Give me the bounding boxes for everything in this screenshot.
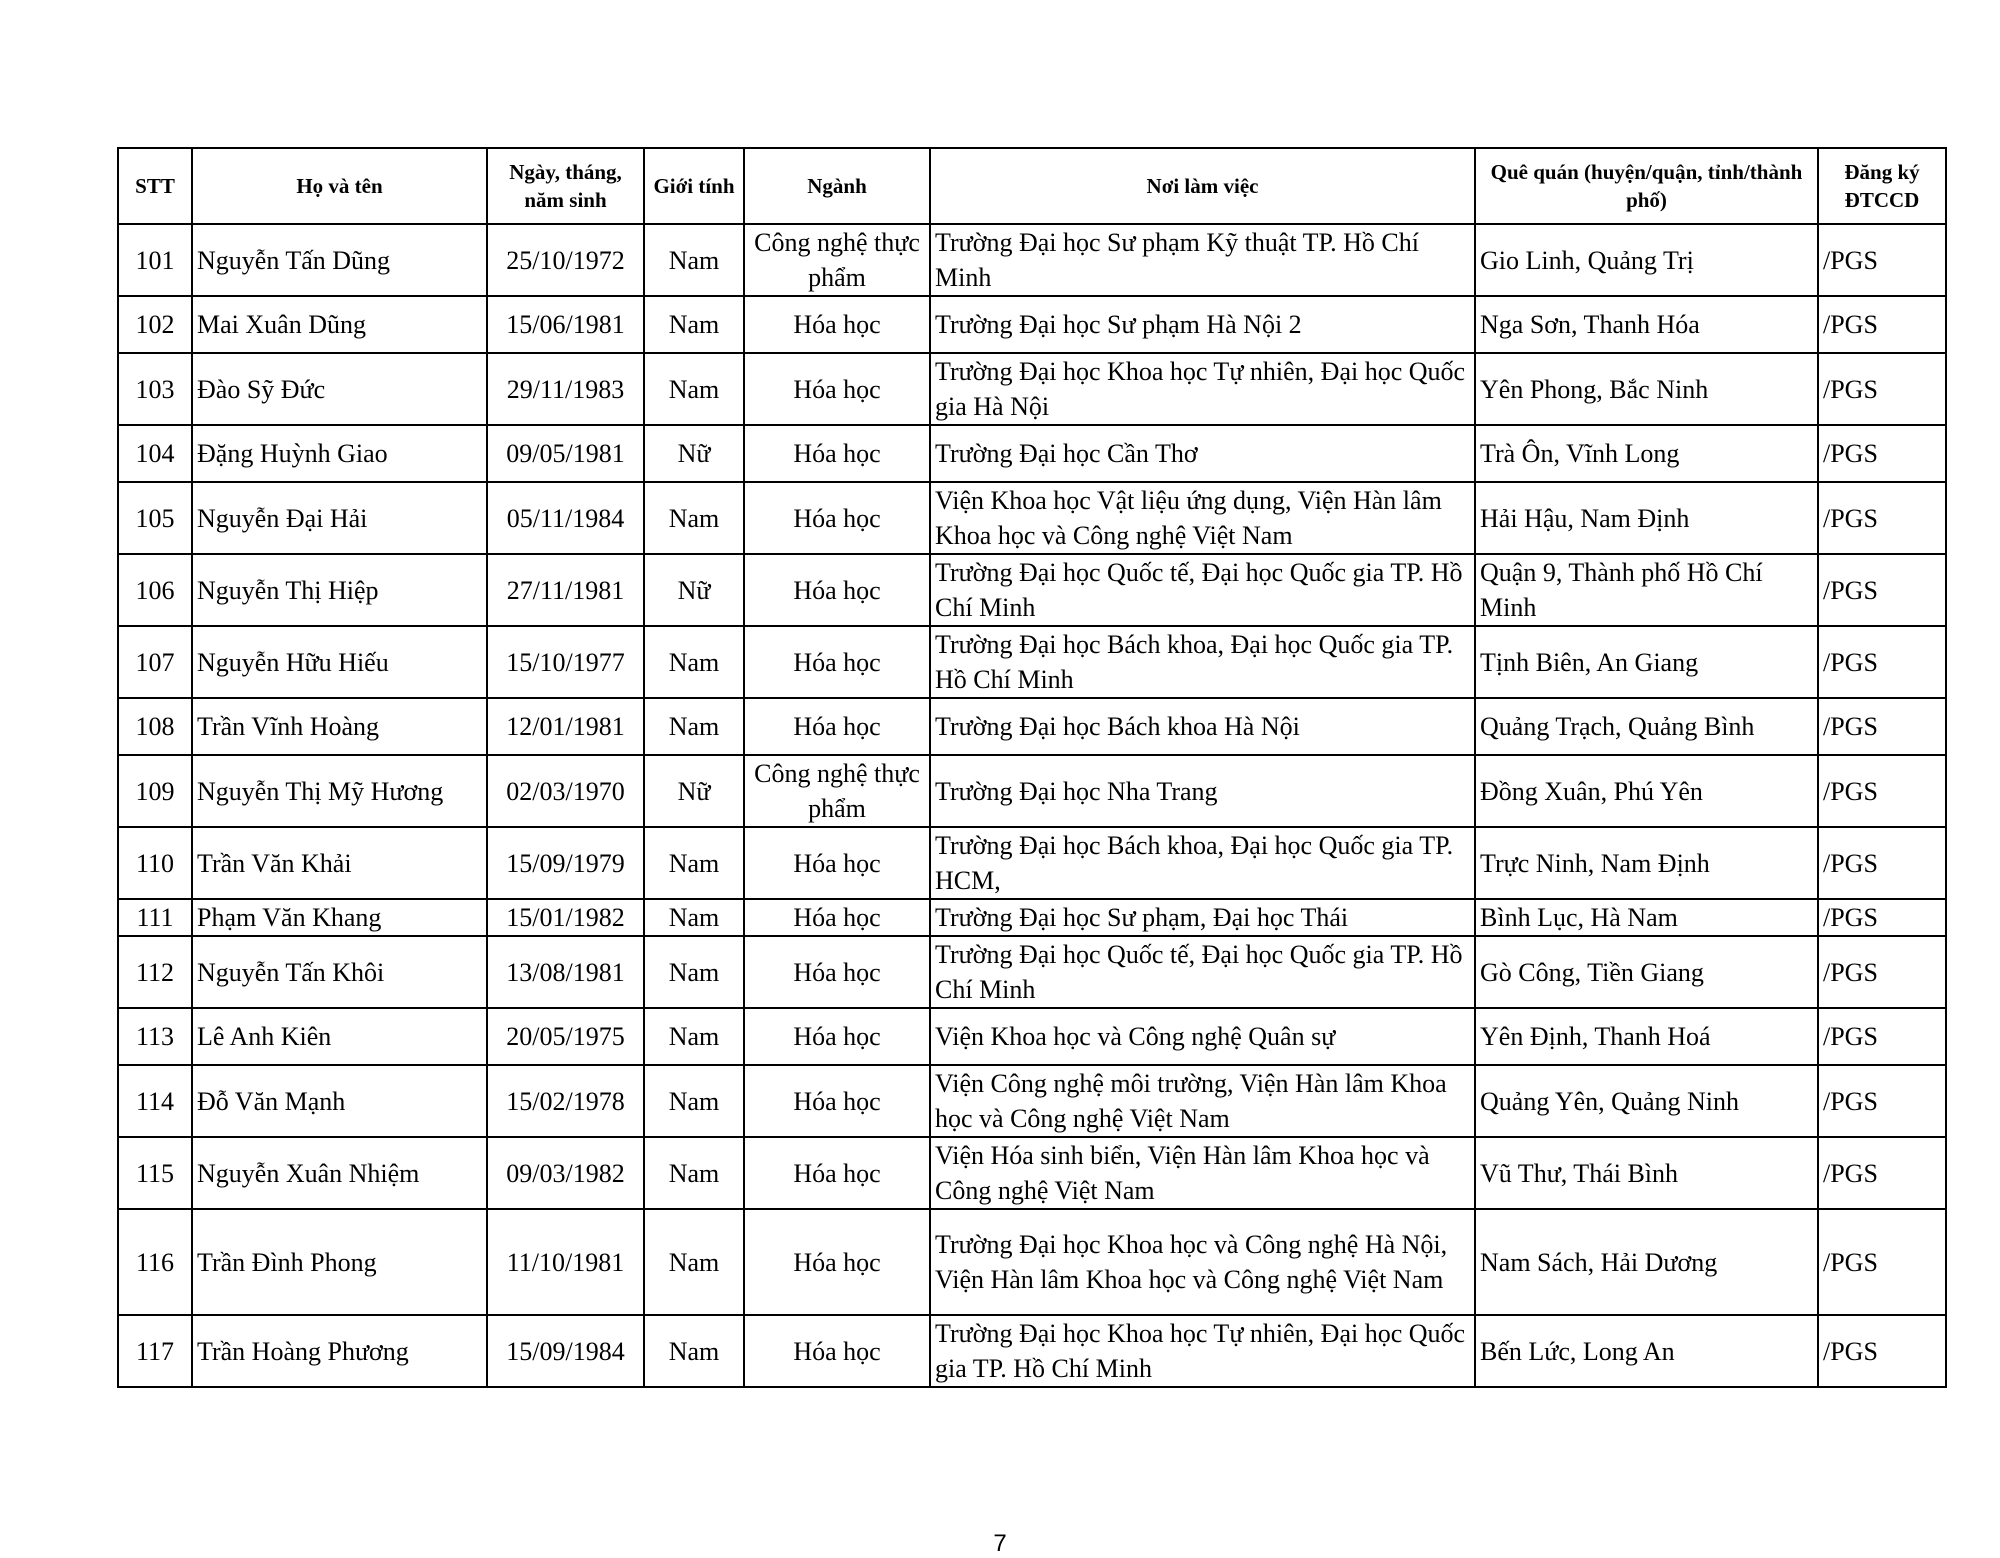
cell-field: Hóa học xyxy=(744,482,930,554)
cell-gender: Nam xyxy=(644,224,744,296)
cell-gender: Nam xyxy=(644,1065,744,1137)
cell-name: Nguyễn Thị Hiệp xyxy=(192,554,487,626)
cell-registration: /PGS xyxy=(1818,755,1946,827)
col-header-gender: Giới tính xyxy=(644,148,744,224)
cell-dob: 20/05/1975 xyxy=(487,1008,644,1065)
cell-gender: Nam xyxy=(644,296,744,353)
cell-workplace: Trường Đại học Sư phạm Kỹ thuật TP. Hồ Chí Minh xyxy=(930,224,1475,296)
cell-registration: /PGS xyxy=(1818,554,1946,626)
cell-dob: 15/06/1981 xyxy=(487,296,644,353)
table-row xyxy=(118,899,1946,936)
cell-registration: /PGS xyxy=(1818,296,1946,353)
cell-dob: 09/03/1982 xyxy=(487,1137,644,1209)
table-row xyxy=(118,425,1946,482)
cell-gender: Nam xyxy=(644,626,744,698)
cell-name: Nguyễn Tấn Dũng xyxy=(192,224,487,296)
cell-hometown: Quảng Trạch, Quảng Bình xyxy=(1475,698,1818,755)
cell-name: Nguyễn Tấn Khôi xyxy=(192,936,487,1008)
table-row xyxy=(118,554,1946,626)
cell-workplace: Viện Hóa sinh biển, Viện Hàn lâm Khoa học và Công nghệ Việt Nam xyxy=(930,1137,1475,1209)
cell-gender: Nam xyxy=(644,1315,744,1387)
cell-workplace: Viện Khoa học Vật liệu ứng dụng, Viện Hàn lâm Khoa học và Công nghệ Việt Nam xyxy=(930,482,1475,554)
cell-registration: /PGS xyxy=(1818,353,1946,425)
cell-name: Trần Đình Phong xyxy=(192,1209,487,1315)
cell-field: Hóa học xyxy=(744,626,930,698)
cell-workplace: Trường Đại học Cần Thơ xyxy=(930,425,1475,482)
cell-stt: 116 xyxy=(118,1209,192,1315)
cell-registration: /PGS xyxy=(1818,626,1946,698)
cell-stt: 109 xyxy=(118,755,192,827)
cell-name: Trần Hoàng Phương xyxy=(192,1315,487,1387)
cell-hometown: Gò Công, Tiền Giang xyxy=(1475,936,1818,1008)
cell-workplace: Trường Đại học Khoa học Tự nhiên, Đại học Quốc gia Hà Nội xyxy=(930,353,1475,425)
cell-name: Đỗ Văn Mạnh xyxy=(192,1065,487,1137)
cell-workplace: Viện Công nghệ môi trường, Viện Hàn lâm Khoa học và Công nghệ Việt Nam xyxy=(930,1065,1475,1137)
cell-name: Phạm Văn Khang xyxy=(192,899,487,936)
cell-field: Hóa học xyxy=(744,698,930,755)
cell-hometown: Bến Lức, Long An xyxy=(1475,1315,1818,1387)
cell-hometown: Nga Sơn, Thanh Hóa xyxy=(1475,296,1818,353)
cell-workplace: Trường Đại học Bách khoa, Đại học Quốc gia TP. Hồ Chí Minh xyxy=(930,626,1475,698)
table-row xyxy=(118,698,1946,755)
cell-name: Đào Sỹ Đức xyxy=(192,353,487,425)
cell-stt: 102 xyxy=(118,296,192,353)
cell-stt: 110 xyxy=(118,827,192,899)
cell-gender: Nam xyxy=(644,1008,744,1065)
cell-hometown: Bình Lục, Hà Nam xyxy=(1475,899,1818,936)
cell-hometown: Quận 9, Thành phố Hồ Chí Minh xyxy=(1475,554,1818,626)
cell-gender: Nam xyxy=(644,698,744,755)
table-row xyxy=(118,1137,1946,1209)
cell-registration: /PGS xyxy=(1818,1315,1946,1387)
cell-field: Hóa học xyxy=(744,1315,930,1387)
cell-dob: 25/10/1972 xyxy=(487,224,644,296)
cell-workplace: Trường Đại học Bách khoa Hà Nội xyxy=(930,698,1475,755)
table-header-row xyxy=(118,148,1946,224)
cell-field: Hóa học xyxy=(744,1008,930,1065)
cell-dob: 11/10/1981 xyxy=(487,1209,644,1315)
cell-stt: 114 xyxy=(118,1065,192,1137)
col-header-workplace: Nơi làm việc xyxy=(930,148,1475,224)
col-header-stt: STT xyxy=(118,148,192,224)
col-header-hometown: Quê quán (huyện/quận, tỉnh/thành phố) xyxy=(1475,148,1818,224)
cell-gender: Nữ xyxy=(644,425,744,482)
cell-name: Lê Anh Kiên xyxy=(192,1008,487,1065)
cell-stt: 101 xyxy=(118,224,192,296)
cell-field: Hóa học xyxy=(744,1137,930,1209)
cell-hometown: Yên Định, Thanh Hoá xyxy=(1475,1008,1818,1065)
cell-hometown: Đồng Xuân, Phú Yên xyxy=(1475,755,1818,827)
cell-field: Hóa học xyxy=(744,425,930,482)
cell-dob: 15/09/1984 xyxy=(487,1315,644,1387)
cell-dob: 27/11/1981 xyxy=(487,554,644,626)
cell-name: Mai Xuân Dũng xyxy=(192,296,487,353)
table-row xyxy=(118,482,1946,554)
cell-field: Hóa học xyxy=(744,827,930,899)
table-row xyxy=(118,1315,1946,1387)
table-row xyxy=(118,353,1946,425)
cell-hometown: Hải Hậu, Nam Định xyxy=(1475,482,1818,554)
cell-workplace: Trường Đại học Quốc tế, Đại học Quốc gia TP. Hồ Chí Minh xyxy=(930,554,1475,626)
cell-field: Hóa học xyxy=(744,899,930,936)
cell-stt: 111 xyxy=(118,899,192,936)
cell-field: Hóa học xyxy=(744,936,930,1008)
cell-stt: 107 xyxy=(118,626,192,698)
table-row xyxy=(118,296,1946,353)
cell-hometown: Yên Phong, Bắc Ninh xyxy=(1475,353,1818,425)
table-row xyxy=(118,755,1946,827)
cell-hometown: Nam Sách, Hải Dương xyxy=(1475,1209,1818,1315)
cell-registration: /PGS xyxy=(1818,224,1946,296)
cell-gender: Nam xyxy=(644,1209,744,1315)
table-row xyxy=(118,936,1946,1008)
cell-field: Hóa học xyxy=(744,296,930,353)
cell-hometown: Gio Linh, Quảng Trị xyxy=(1475,224,1818,296)
cell-hometown: Quảng Yên, Quảng Ninh xyxy=(1475,1065,1818,1137)
cell-registration: /PGS xyxy=(1818,936,1946,1008)
table-row xyxy=(118,224,1946,296)
cell-hometown: Tịnh Biên, An Giang xyxy=(1475,626,1818,698)
cell-stt: 117 xyxy=(118,1315,192,1387)
cell-field: Hóa học xyxy=(744,1065,930,1137)
cell-registration: /PGS xyxy=(1818,1065,1946,1137)
cell-stt: 106 xyxy=(118,554,192,626)
cell-dob: 15/10/1977 xyxy=(487,626,644,698)
cell-stt: 105 xyxy=(118,482,192,554)
cell-dob: 15/09/1979 xyxy=(487,827,644,899)
cell-field: Công nghệ thực phẩm xyxy=(744,755,930,827)
cell-gender: Nam xyxy=(644,353,744,425)
table-body xyxy=(118,224,1946,1387)
cell-gender: Nữ xyxy=(644,554,744,626)
cell-workplace: Trường Đại học Quốc tế, Đại học Quốc gia TP. Hồ Chí Minh xyxy=(930,936,1475,1008)
col-header-field: Ngành xyxy=(744,148,930,224)
cell-workplace: Trường Đại học Sư phạm Hà Nội 2 xyxy=(930,296,1475,353)
cell-registration: /PGS xyxy=(1818,698,1946,755)
table-row xyxy=(118,1065,1946,1137)
cell-name: Nguyễn Thị Mỹ Hương xyxy=(192,755,487,827)
cell-name: Đặng Huỳnh Giao xyxy=(192,425,487,482)
cell-registration: /PGS xyxy=(1818,1137,1946,1209)
cell-stt: 103 xyxy=(118,353,192,425)
cell-gender: Nam xyxy=(644,936,744,1008)
table-row xyxy=(118,1008,1946,1065)
cell-field: Hóa học xyxy=(744,554,930,626)
cell-registration: /PGS xyxy=(1818,425,1946,482)
cell-field: Hóa học xyxy=(744,1209,930,1315)
cell-registration: /PGS xyxy=(1818,827,1946,899)
cell-registration: /PGS xyxy=(1818,1209,1946,1315)
cell-workplace: Trường Đại học Bách khoa, Đại học Quốc gia TP. HCM, xyxy=(930,827,1475,899)
cell-dob: 05/11/1984 xyxy=(487,482,644,554)
cell-dob: 29/11/1983 xyxy=(487,353,644,425)
cell-dob: 12/01/1981 xyxy=(487,698,644,755)
cell-stt: 115 xyxy=(118,1137,192,1209)
page-number: 7 xyxy=(993,1530,1007,1557)
cell-workplace: Trường Đại học Khoa học và Công nghệ Hà Nội, Viện Hàn lâm Khoa học và Công nghệ Việt Nam xyxy=(930,1209,1475,1315)
col-header-name: Họ và tên xyxy=(192,148,487,224)
cell-name: Trần Văn Khải xyxy=(192,827,487,899)
cell-dob: 09/05/1981 xyxy=(487,425,644,482)
cell-stt: 104 xyxy=(118,425,192,482)
cell-dob: 15/02/1978 xyxy=(487,1065,644,1137)
cell-name: Nguyễn Đại Hải xyxy=(192,482,487,554)
cell-gender: Nam xyxy=(644,1137,744,1209)
cell-stt: 113 xyxy=(118,1008,192,1065)
col-header-dob: Ngày, tháng, năm sinh xyxy=(487,148,644,224)
table-row xyxy=(118,626,1946,698)
cell-dob: 15/01/1982 xyxy=(487,899,644,936)
cell-name: Nguyễn Xuân Nhiệm xyxy=(192,1137,487,1209)
col-header-registration: Đăng ký ĐTCCD xyxy=(1818,148,1946,224)
cell-registration: /PGS xyxy=(1818,482,1946,554)
table-row xyxy=(118,827,1946,899)
cell-workplace: Trường Đại học Khoa học Tự nhiên, Đại học Quốc gia TP. Hồ Chí Minh xyxy=(930,1315,1475,1387)
cell-name: Nguyễn Hữu Hiếu xyxy=(192,626,487,698)
table-row xyxy=(118,1209,1946,1315)
cell-registration: /PGS xyxy=(1818,899,1946,936)
cell-gender: Nam xyxy=(644,482,744,554)
cell-workplace: Viện Khoa học và Công nghệ Quân sự xyxy=(930,1008,1475,1065)
cell-dob: 02/03/1970 xyxy=(487,755,644,827)
cell-stt: 112 xyxy=(118,936,192,1008)
cell-hometown: Trực Ninh, Nam Định xyxy=(1475,827,1818,899)
cell-workplace: Trường Đại học Nha Trang xyxy=(930,755,1475,827)
cell-workplace: Trường Đại học Sư phạm, Đại học Thái xyxy=(930,899,1475,936)
cell-gender: Nữ xyxy=(644,755,744,827)
cell-field: Hóa học xyxy=(744,353,930,425)
cell-registration: /PGS xyxy=(1818,1008,1946,1065)
cell-dob: 13/08/1981 xyxy=(487,936,644,1008)
cell-hometown: Vũ Thư, Thái Bình xyxy=(1475,1137,1818,1209)
candidate-table xyxy=(117,147,1947,1388)
cell-gender: Nam xyxy=(644,899,744,936)
cell-field: Công nghệ thực phẩm xyxy=(744,224,930,296)
cell-hometown: Trà Ôn, Vĩnh Long xyxy=(1475,425,1818,482)
cell-stt: 108 xyxy=(118,698,192,755)
cell-gender: Nam xyxy=(644,827,744,899)
cell-name: Trần Vĩnh Hoàng xyxy=(192,698,487,755)
